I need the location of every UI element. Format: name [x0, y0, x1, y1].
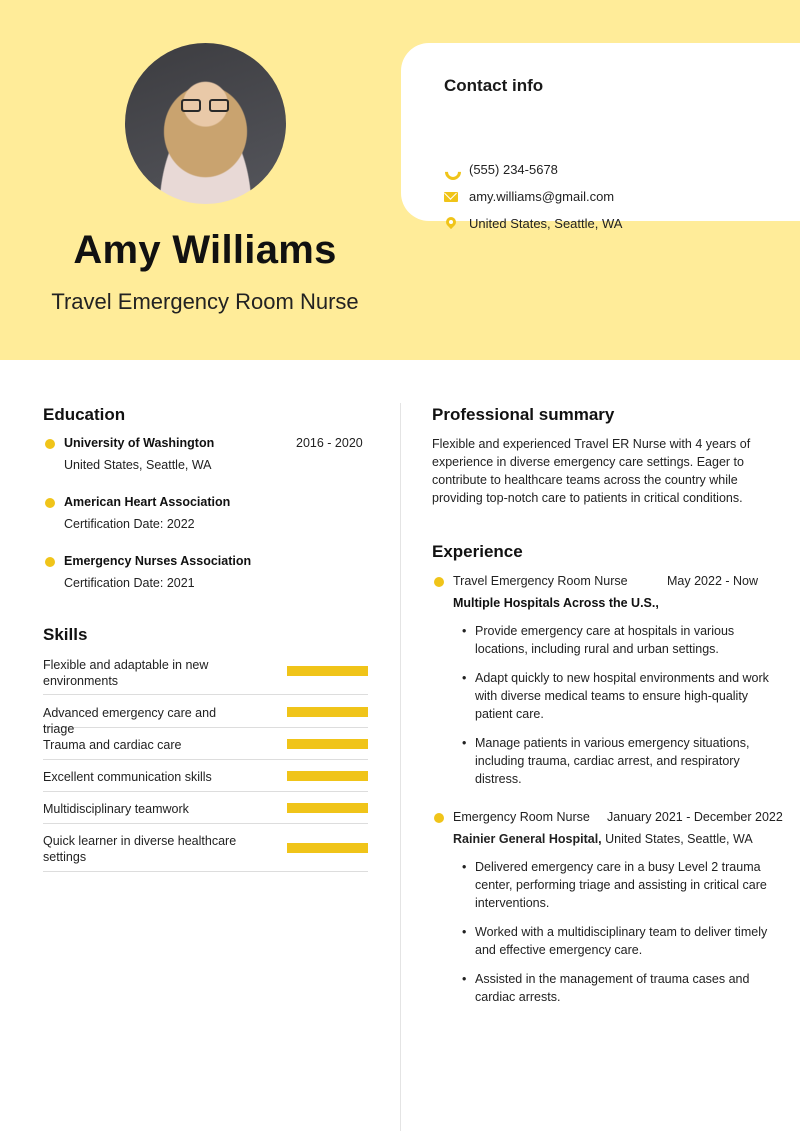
contact-heading: Contact info [444, 76, 544, 95]
job-bullet: • Assisted in the management of trauma cases and cardiac arrests. [462, 970, 782, 1006]
skill-label: Quick learner in diverse healthcare settings [43, 834, 237, 864]
job-bullet: • Adapt quickly to new hospital environments and work with diverse medical teams to ensure high-quality patient care. [462, 669, 782, 723]
education-heading: Education [43, 405, 126, 424]
education-dates: 2016 - 2020 [296, 436, 363, 450]
profile-photo [125, 43, 286, 204]
skill-row [43, 728, 368, 760]
skill-label: Trauma and cardiac care [43, 738, 182, 752]
location-pin-icon [444, 217, 458, 231]
skill-level-bar [287, 803, 368, 813]
skill-label: Advanced emergency care and triage [43, 706, 217, 736]
mail-icon [444, 192, 458, 202]
job-title: Travel Emergency Room Nurse [51, 289, 359, 314]
skill-level-bar [287, 707, 368, 717]
contact-card [401, 43, 800, 231]
skill-row [43, 695, 368, 736]
education-detail: Certification Date: 2022 [64, 517, 195, 531]
education-school: Emergency Nurses Association [64, 554, 252, 568]
job-role: Emergency Room Nurse [453, 810, 590, 824]
skill-row [43, 824, 368, 872]
bullet-dot [45, 439, 55, 449]
summary-text: Flexible and experienced Travel ER Nurse with 4 years of experience in diverse emergency care settings. Eager to contribute to healthcare teams across the country while providing top-notch care to patients in critical conditions. [432, 437, 751, 505]
job-employer-line [453, 832, 753, 846]
photo-glasses [181, 99, 229, 113]
skill-label: Excellent communication skills [43, 770, 212, 784]
job-bullets [462, 622, 782, 788]
bullet-dot [434, 813, 444, 823]
email-text[interactable]: amy.williams@gmail.com [469, 189, 615, 204]
column-divider [400, 403, 401, 1131]
job-bullet: • Provide emergency care at hospitals in various locations, including rural and urban settings. [462, 622, 782, 658]
header-band [0, 0, 800, 360]
skill-row [43, 792, 368, 824]
location-text: United States, Seattle, WA [469, 216, 623, 231]
contact-location [444, 216, 622, 231]
education-detail: United States, Seattle, WA [64, 458, 212, 472]
experience-heading: Experience [432, 542, 523, 561]
skill-level-bar [287, 666, 368, 676]
phone-icon [444, 163, 458, 177]
candidate-name: Amy Williams [73, 228, 337, 272]
job-role: Travel Emergency Room Nurse [453, 574, 628, 588]
skill-label: Multidisciplinary teamwork [43, 802, 189, 816]
skills-heading: Skills [43, 625, 88, 644]
skill-row [43, 656, 368, 695]
contact-email [444, 189, 614, 204]
skill-row [43, 760, 368, 792]
job-bullet: • Delivered emergency care in a busy Level 2 trauma center, performing triage and assisting in critical care interventions. [462, 858, 782, 912]
contact-phone [444, 162, 558, 177]
bullet-dot [45, 557, 55, 567]
summary-heading: Professional summary [432, 405, 615, 424]
job-dates: January 2021 - December 2022 [607, 810, 783, 824]
skill-level-bar [287, 739, 368, 749]
job-bullet: • Worked with a multidisciplinary team to deliver timely and effective emergency care. [462, 923, 782, 959]
education-school: American Heart Association [64, 495, 231, 509]
skill-level-bar [287, 771, 368, 781]
education-detail: Certification Date: 2021 [64, 576, 195, 590]
phone-text: (555) 234-5678 [469, 162, 558, 177]
bullet-dot [434, 577, 444, 587]
job-bullets [462, 858, 782, 1006]
job-employer: Multiple Hospitals Across the U.S., [453, 596, 659, 610]
job-employer: Rainier General Hospital, [453, 832, 602, 846]
job-dates: May 2022 - Now [667, 574, 759, 588]
skill-label: Flexible and adaptable in new environments [43, 658, 209, 688]
skill-level-bar [287, 843, 368, 853]
job-location: United States, Seattle, WA [605, 832, 753, 846]
job-bullet: • Manage patients in various emergency situations, including trauma, cardiac arrest, and respiratory distress. [462, 734, 782, 788]
education-school: University of Washington [64, 436, 215, 450]
bullet-dot [45, 498, 55, 508]
